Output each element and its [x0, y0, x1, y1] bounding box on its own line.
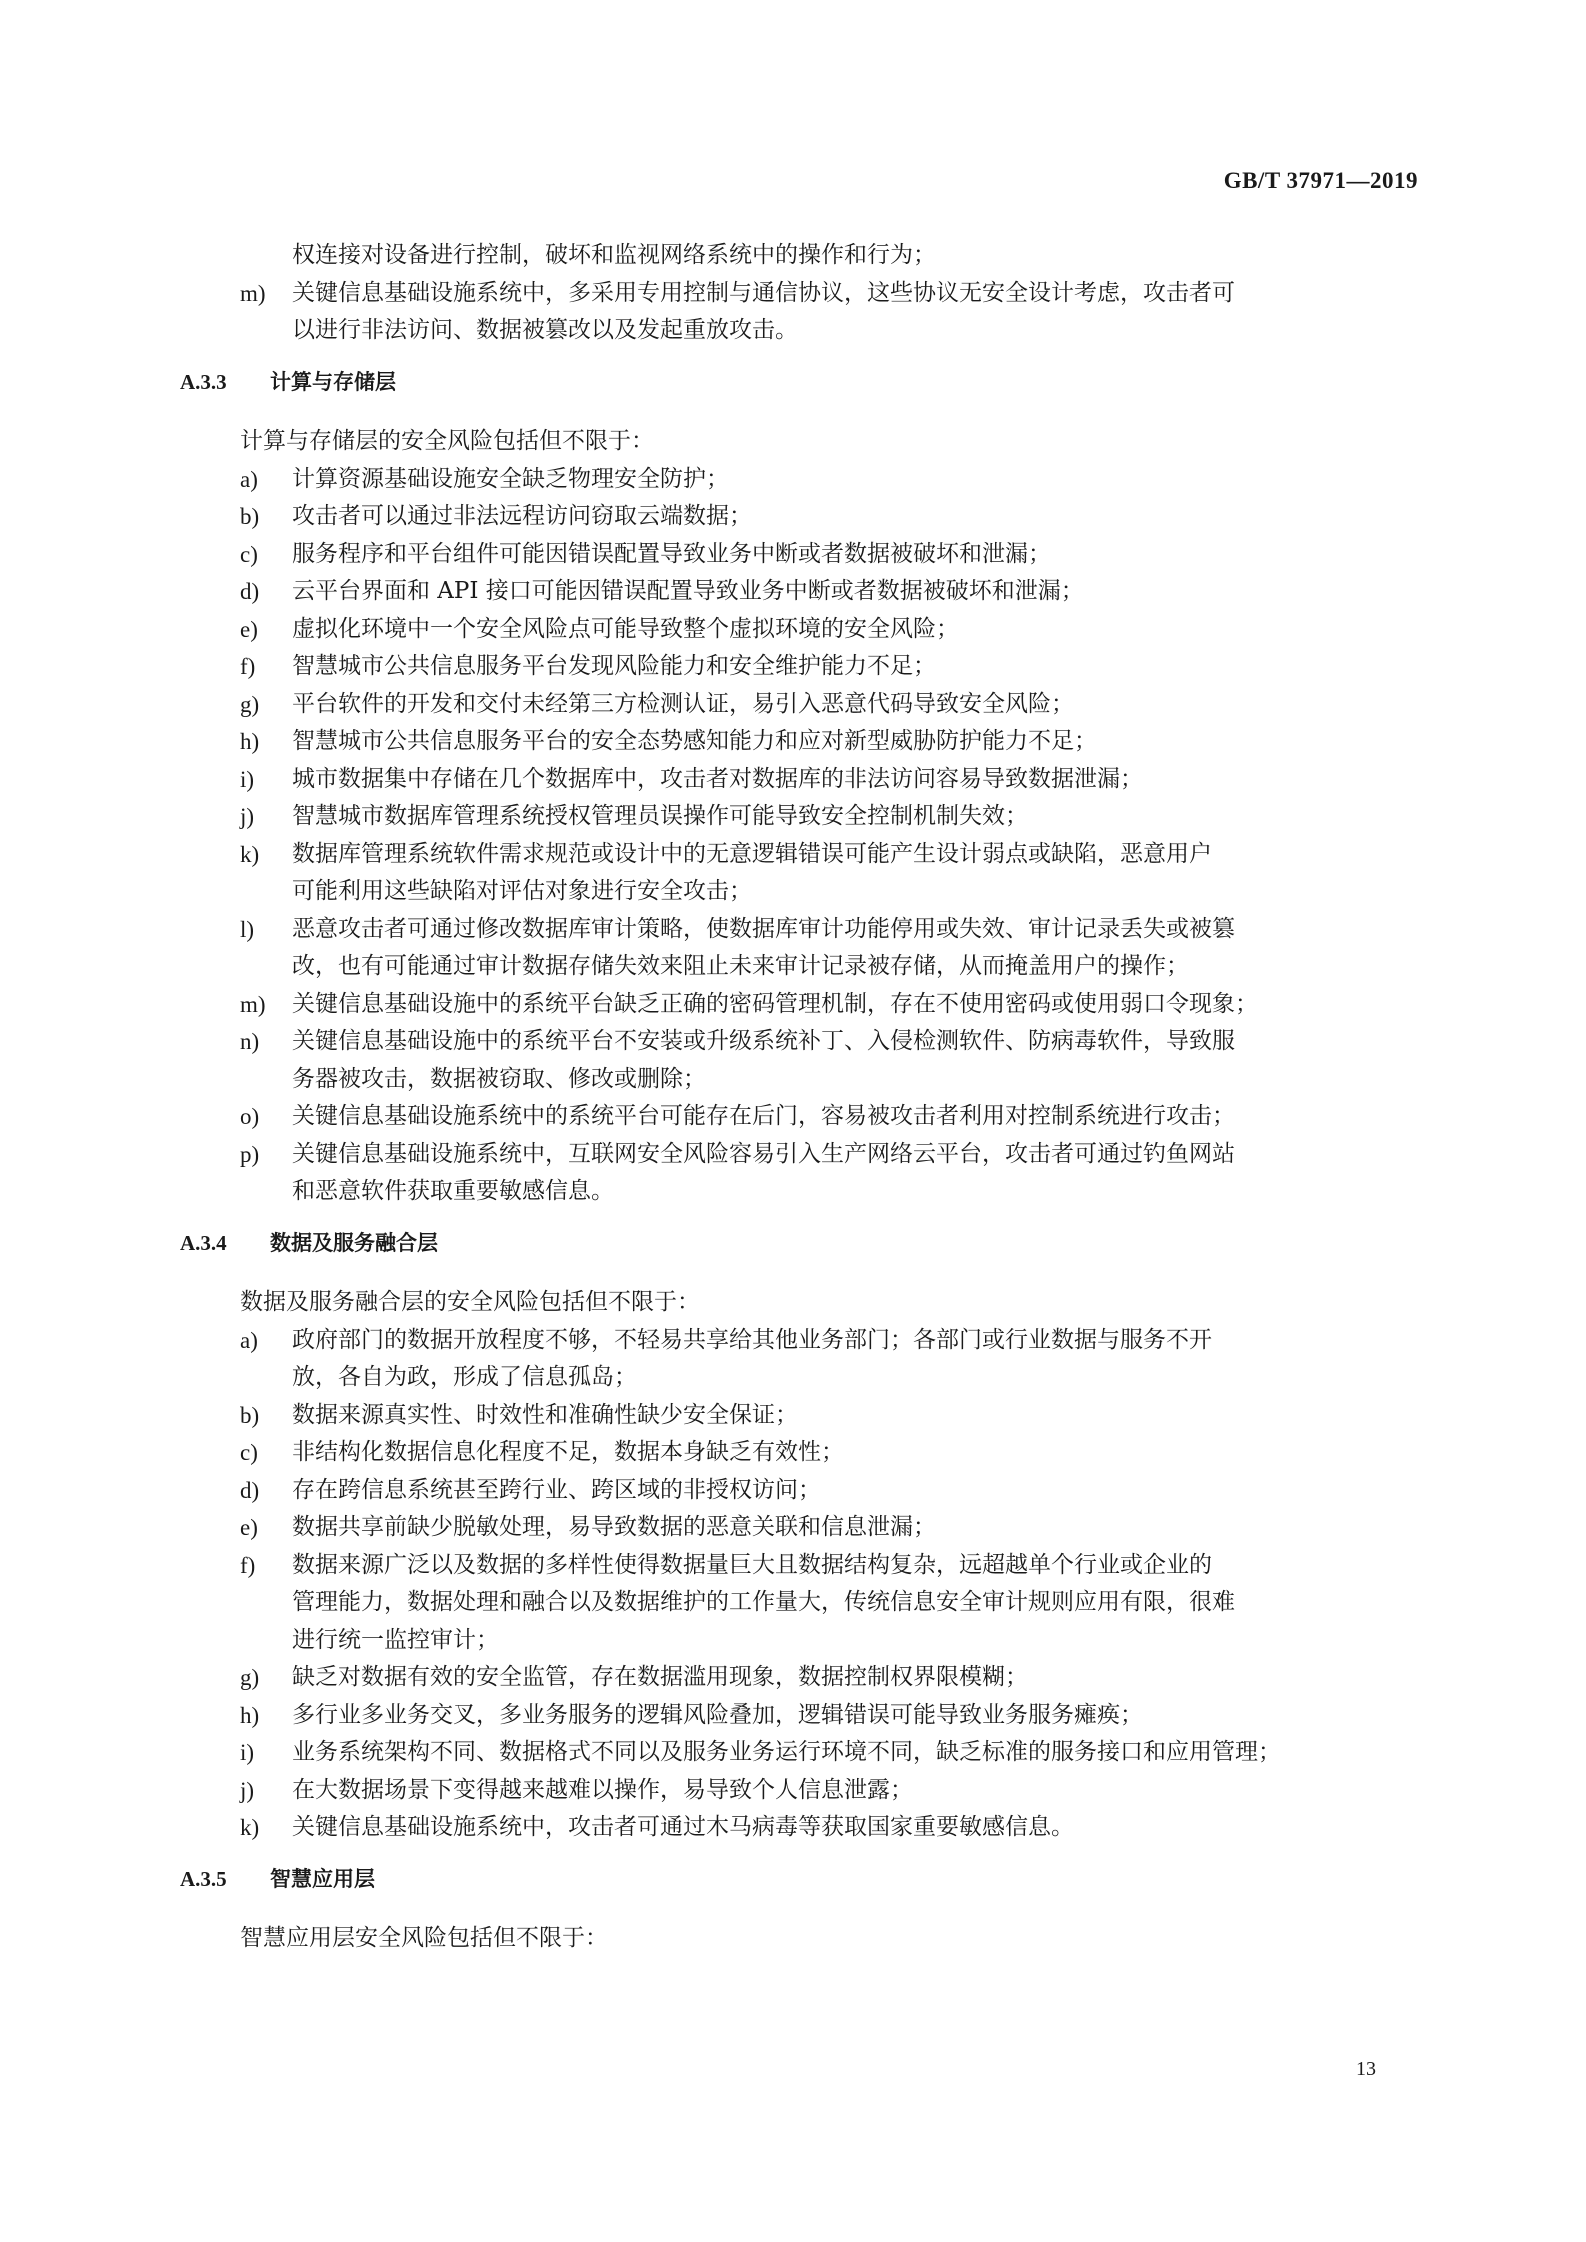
section-heading: [180, 1861, 1416, 1899]
section-number: A.3.5: [180, 1866, 227, 1891]
list-item: [180, 498, 1416, 536]
list-item-text: 智慧城市公共信息服务平台的安全态势感知能力和应对新型威胁防护能力不足；: [292, 728, 1097, 754]
list-item: [180, 275, 1416, 313]
section-title: 智慧应用层: [270, 1866, 375, 1891]
list-item-label: d): [240, 579, 260, 604]
list-item-label: f): [240, 1552, 256, 1578]
list-item: [180, 686, 1416, 724]
list-item-continuation: [180, 1173, 1416, 1211]
list-item: [180, 1509, 1416, 1547]
list-item: [180, 611, 1416, 649]
list-item-label: p): [240, 1141, 260, 1167]
list-item-text: 关键信息基础设施系统中，攻击者可通过木马病毒等获取国家重要敏感信息。: [292, 1814, 1074, 1840]
list-item-text: 政府部门的数据开放程度不够，不轻易共享给其他业务部门；各部门或行业数据与服务不开: [292, 1326, 1212, 1353]
list-item-label: k): [240, 841, 260, 867]
list-item-text: 关键信息基础设施系统中，互联网安全风险容易引入生产网络云平台，攻击者可通过钓鱼网站: [292, 1140, 1235, 1167]
list-item-text: 非结构化数据信息化程度不足，数据本身缺乏有效性；: [292, 1439, 844, 1465]
list-item: [180, 1697, 1416, 1735]
list-item-label: h): [240, 729, 260, 754]
list-item-text: 管理能力，数据处理和融合以及数据维护的工作量大，传统信息安全审计规则应用有限，很难: [292, 1589, 1235, 1615]
list-item-label: h): [240, 1702, 260, 1728]
page-number: 13: [1356, 2058, 1376, 2080]
list-item: [180, 986, 1416, 1024]
list-item-text: 平台软件的开发和交付未经第三方检测认证，易引入恶意代码导致安全风险；: [292, 690, 1074, 717]
list-item: [180, 1098, 1416, 1136]
list-item-label: j): [240, 1777, 255, 1803]
list-item-text: 缺乏对数据有效的安全监管，存在数据滥用现象，数据控制权界限模糊；: [292, 1664, 1028, 1690]
list-item-text: 云平台界面和 API 接口可能因错误配置导致业务中断或者数据被破坏和泄漏；: [292, 578, 1084, 604]
list-item-text: 务器被攻击，数据被窃取、修改或删除；: [292, 1065, 706, 1092]
list-item-label: k): [240, 1815, 260, 1840]
list-item-text: 智慧城市公共信息服务平台发现风险能力和安全维护能力不足；: [292, 653, 936, 679]
list-item: [180, 761, 1416, 799]
list-item-label: l): [240, 916, 255, 942]
section-title: 计算与存储层: [270, 369, 396, 394]
list-item-label: b): [240, 1402, 260, 1428]
list-item: [180, 1397, 1416, 1435]
list-item-label: i): [240, 1740, 255, 1765]
list-item-label: o): [240, 1104, 260, 1129]
list-item-text: 数据来源真实性、时效性和准确性缺少安全保证；: [292, 1401, 798, 1428]
list-item-label: i): [240, 766, 255, 792]
list-item-continuation: [180, 873, 1416, 911]
list-item-text: 攻击者可以通过非法远程访问窃取云端数据；: [292, 503, 752, 529]
list-item-label: e): [240, 1515, 258, 1540]
list-item-text: 存在跨信息系统甚至跨行业、跨区域的非授权访问；: [292, 1476, 821, 1503]
list-item-text: 虚拟化环境中一个安全风险点可能导致整个虚拟环境的安全风险；: [292, 615, 959, 642]
list-item-text: 关键信息基础设施中的系统平台不安装或升级系统补丁、入侵检测软件、防病毒软件，导致服: [292, 1028, 1235, 1054]
list-item-text: 服务程序和平台组件可能因错误配置导致业务中断或者数据被破坏和泄漏；: [292, 540, 1051, 567]
list-item: [180, 1772, 1416, 1810]
list-item-text: 关键信息基础设施系统中，多采用专用控制与通信协议，这些协议无安全设计考虑，攻击者可: [292, 279, 1235, 306]
list-item-text: 多行业多业务交叉，多业务服务的逻辑风险叠加，逻辑错误可能导致业务服务瘫痪；: [292, 1701, 1143, 1728]
list-item: [180, 573, 1416, 611]
list-item: [180, 1472, 1416, 1510]
list-item-text: 可能利用这些缺陷对评估对象进行安全攻击；: [292, 878, 752, 904]
section-intro: 智慧应用层安全风险包括但不限于：: [240, 1925, 608, 1951]
list-item-label: m): [240, 280, 266, 306]
list-item-text: 放，各自为政，形成了信息孤岛；: [292, 1364, 637, 1390]
list-item: [180, 1734, 1416, 1772]
list-item-continuation: [180, 312, 1416, 350]
list-item: [180, 461, 1416, 499]
list-item-text: 恶意攻击者可通过修改数据库审计策略，使数据库审计功能停用或失效、审计记录丢失或被篡: [292, 915, 1235, 942]
list-item-text: 业务系统架构不同、数据格式不同以及服务业务运行环境不同，缺乏标准的服务接口和应用管理；: [292, 1739, 1281, 1765]
list-item-label: c): [240, 1440, 258, 1465]
list-item: [180, 237, 1416, 275]
page-content: [180, 237, 1416, 1958]
list-item-continuation: [180, 948, 1416, 986]
list-item-label: d): [240, 1477, 260, 1503]
list-item-continuation: [180, 1061, 1416, 1099]
list-item-label: j): [240, 804, 255, 829]
section-number: A.3.4: [180, 1230, 227, 1255]
list-item-continuation: [180, 1584, 1416, 1622]
list-item-label: g): [240, 691, 260, 717]
list-item-label: a): [240, 1327, 258, 1353]
list-item: [180, 1547, 1416, 1585]
list-item-continuation: [180, 1359, 1416, 1397]
list-item-text: 权连接对设备进行控制，破坏和监视网络系统中的操作和行为；: [292, 242, 936, 268]
list-item-text: 城市数据集中存储在几个数据库中，攻击者对数据库的非法访问容易导致数据泄漏；: [292, 765, 1143, 792]
list-item: [180, 1136, 1416, 1174]
list-item-label: c): [240, 541, 258, 567]
list-item-label: a): [240, 466, 258, 492]
list-item: [180, 1322, 1416, 1360]
list-item-text: 和恶意软件获取重要敏感信息。: [292, 1178, 614, 1204]
list-item-text: 计算资源基础设施安全缺乏物理安全防护；: [292, 465, 729, 492]
list-item-label: n): [240, 1029, 260, 1054]
carryover-list: [180, 237, 1416, 350]
list-item-text: 数据共享前缺少脱敏处理，易导致数据的恶意关联和信息泄漏；: [292, 1514, 936, 1540]
list-item-text: 以进行非法访问、数据被篡改以及发起重放攻击。: [292, 317, 798, 343]
list-item-text: 改，也有可能通过审计数据存储失效来阻止未来审计记录被存储，从而掩盖用户的操作；: [292, 953, 1189, 979]
section-number: A.3.3: [180, 369, 227, 394]
sections: [180, 364, 1416, 1958]
list-item-text: 数据来源广泛以及数据的多样性使得数据量巨大且数据结构复杂，远超越单个行业或企业的: [292, 1551, 1212, 1578]
list-item: [180, 536, 1416, 574]
list-item: [180, 648, 1416, 686]
list-item-text: 关键信息基础设施系统中的系统平台可能存在后门，容易被攻击者利用对控制系统进行攻击；: [292, 1103, 1235, 1129]
section-heading: [180, 1225, 1416, 1263]
list-item: [180, 1809, 1416, 1847]
list-item-text: 智慧城市数据库管理系统授权管理员误操作可能导致安全控制机制失效；: [292, 803, 1028, 829]
header-standard-code: GB/T 37971—2019: [1223, 168, 1418, 193]
list-item-label: g): [240, 1665, 260, 1690]
list-item: [180, 1023, 1416, 1061]
list-item-continuation: [180, 1622, 1416, 1660]
section-title: 数据及服务融合层: [270, 1230, 438, 1255]
list-item-text: 数据库管理系统软件需求规范或设计中的无意逻辑错误可能产生设计弱点或缺陷，恶意用户: [292, 840, 1212, 867]
list-item-label: e): [240, 616, 258, 642]
list-item-label: m): [240, 991, 266, 1017]
list-item-label: b): [240, 504, 260, 529]
list-item-text: 进行统一监控审计；: [292, 1626, 499, 1653]
section-heading: [180, 364, 1416, 402]
list-item: [180, 798, 1416, 836]
list-item: [180, 911, 1416, 949]
list-item: [180, 1659, 1416, 1697]
list-item: [180, 1434, 1416, 1472]
list-item: [180, 836, 1416, 874]
list-item: [180, 723, 1416, 761]
list-item-text: 关键信息基础设施中的系统平台缺乏正确的密码管理机制，存在不使用密码或使用弱口令现象；: [292, 990, 1258, 1017]
list-item-text: 在大数据场景下变得越来越难以操作，易导致个人信息泄露；: [292, 1776, 913, 1803]
section-intro: 计算与存储层的安全风险包括但不限于：: [240, 428, 654, 454]
list-item-label: f): [240, 654, 256, 679]
section-intro: 数据及服务融合层的安全风险包括但不限于：: [240, 1289, 700, 1315]
